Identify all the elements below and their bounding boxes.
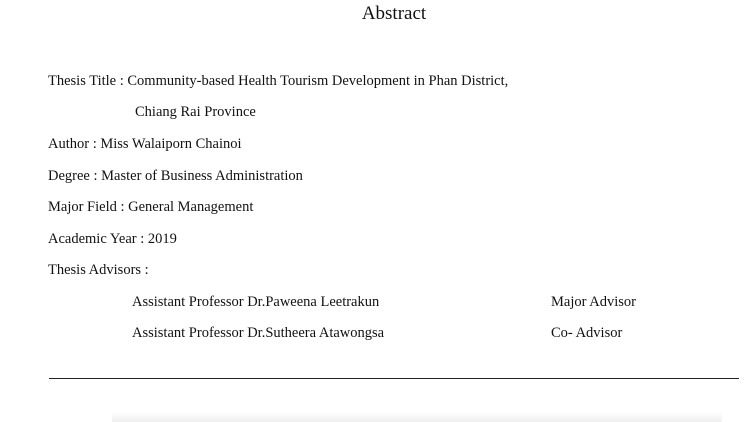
author-line: Author : Miss Walaiporn Chainoi xyxy=(48,136,242,152)
thesis-title-line xyxy=(48,74,508,89)
cut-off-text-remnant xyxy=(112,412,722,422)
thesis-title-continuation: Chiang Rai Province xyxy=(135,104,256,120)
advisor-role: Major Advisor xyxy=(551,294,636,310)
academic-year-line: Academic Year : 2019 xyxy=(48,231,177,247)
abstract-heading: Abstract xyxy=(361,3,427,24)
thesis-title-text: Community-based Health Tourism Development in Phan District, xyxy=(127,73,509,89)
major-field-line: Major Field : General Management xyxy=(48,199,254,215)
advisor-role: Co- Advisor xyxy=(551,325,623,341)
advisor-name: Assistant Professor Dr.Sutheera Atawongsa xyxy=(132,325,385,341)
thesis-title-label: Thesis Title : xyxy=(48,73,128,89)
horizontal-divider xyxy=(49,378,739,379)
degree-line: Degree : Master of Business Administration xyxy=(48,168,303,184)
advisor-name: Assistant Professor Dr.Paweena Leetrakun xyxy=(132,294,380,310)
thesis-advisors-label: Thesis Advisors : xyxy=(48,262,149,278)
